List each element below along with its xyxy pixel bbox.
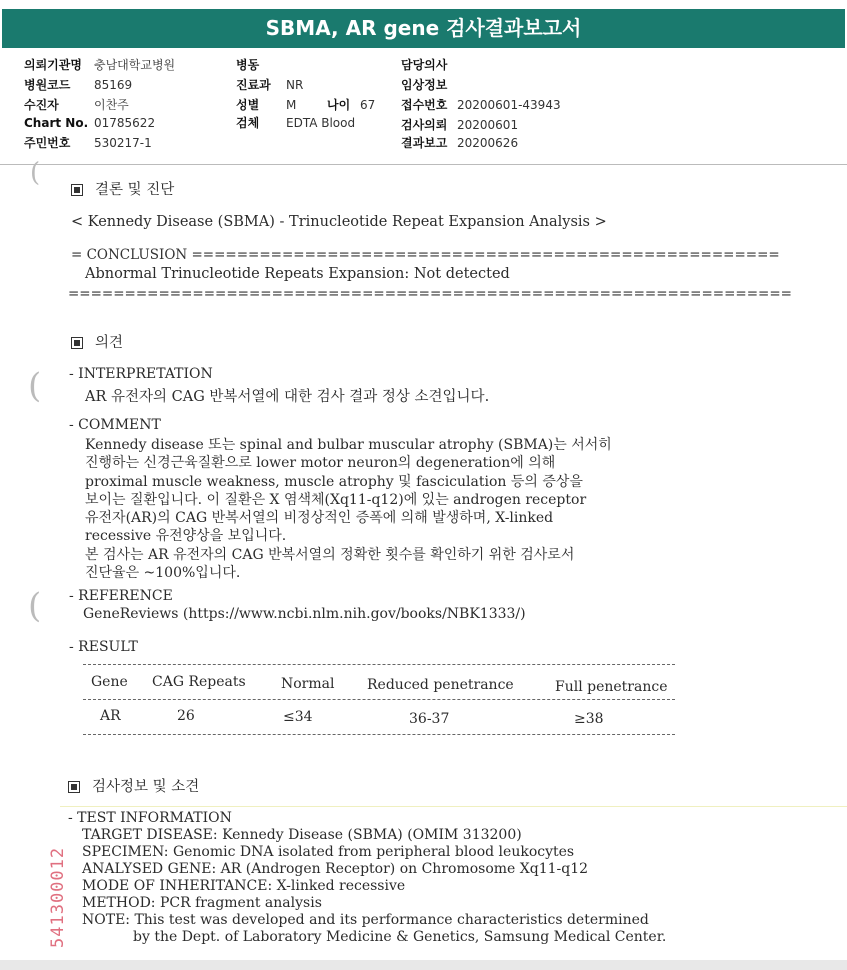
table-header-normal: Normal xyxy=(281,676,335,692)
field-attending-doctor: 담당의사 xyxy=(401,58,448,72)
section-heading-conclusion: 결론 및 진단 xyxy=(71,178,174,199)
table-cell-reduced: 36-37 xyxy=(409,711,450,727)
table-header-full: Full penetrance xyxy=(555,679,668,695)
test-info-block: - TEST INFORMATION TARGET DISEASE: Kennedy Disease (SBMA) (OMIM 313200) SPECIMEN: Genomic DNA isolated from peripheral blood leukocytes ANALYSED GENE: AR (Androgen Receptor) on Chromosome Xq11-q12 MODE OF INHERITANCE: X-linked recessive METHOD: PCR fragment analysis NOTE: This test was developed and its performance characteristics determined by the Dept. of Laboratory Medicine & Genetics, Samsung Medical Center. xyxy=(68,810,667,945)
report-title: SBMA, AR gene 검사결과보고서 xyxy=(2,9,845,48)
reference-text: GeneReviews (https://www.ncbi.nlm.nih.gov/books/NBK1333/) xyxy=(83,606,526,622)
section-bullet-icon xyxy=(68,781,80,793)
scan-line xyxy=(60,806,847,807)
field-receipt-number: 접수번호 20200601-43943 xyxy=(401,98,561,112)
table-divider xyxy=(83,664,675,665)
field-hospital-code: 병원코드 85169 xyxy=(24,78,133,92)
conclusion-text: Abnormal Trinucleotide Repeats Expansion: Not detected xyxy=(85,266,510,282)
section-bullet-icon xyxy=(71,184,83,196)
table-header-cag: CAG Repeats xyxy=(152,674,246,690)
table-header-gene: Gene xyxy=(91,674,128,690)
field-department: 진료과 NR xyxy=(236,78,304,92)
field-clinical-info: 임상정보 xyxy=(401,78,448,92)
table-divider xyxy=(83,734,675,735)
field-ward: 병동 xyxy=(236,58,260,72)
conclusion-divider: ================================================================ xyxy=(68,286,792,302)
interpretation-label: - INTERPRETATION xyxy=(69,366,213,382)
section-bullet-icon xyxy=(71,337,83,349)
field-request-date: 검사의뢰 20200601 xyxy=(401,118,519,132)
result-label: - RESULT xyxy=(69,639,138,655)
field-patient-name: 수진자 이찬주 xyxy=(24,98,129,112)
reference-label: - REFERENCE xyxy=(69,588,173,604)
scan-mark: ( xyxy=(30,158,41,188)
table-divider xyxy=(83,699,675,700)
section-heading-test-info: 검사정보 및 소견 xyxy=(68,775,199,796)
patient-info-header xyxy=(0,50,847,165)
table-cell-cag: 26 xyxy=(177,708,195,724)
scan-mark: ( xyxy=(28,586,42,626)
field-age: 나이 67 xyxy=(327,98,376,112)
comment-text: Kennedy disease 또는 spinal and bulbar muscular atrophy (SBMA)는 서서히 진행하는 신경근육질환으로 lower motor neuron의 degeneration에 의해 proximal muscle weakness, muscle atrophy 및 fasciculation 등의 증상을 보이는 질환입니다. 이 질환은 X 염색체(Xq11-q12)에 있는 androgen receptor 유전자(AR)의 CAG 반복서열의 비정상적인 증폭에 의해 발생하며, X-linked recessive 유전양상을 보입니다. 본 검사는 AR 유전자의 CAG 반복서열의 정확한 횟수를 확인하기 위한 검사로서 진단율은 ~100%입니다. xyxy=(85,437,612,582)
field-sex: 성별 M xyxy=(236,98,297,112)
table-cell-full: ≥38 xyxy=(574,711,604,727)
field-specimen: 검체 EDTA Blood xyxy=(236,116,356,130)
table-cell-normal: ≤34 xyxy=(283,709,313,725)
conclusion-label: = CONCLUSION ==================================================== xyxy=(71,247,780,263)
section-heading-opinion: 의견 xyxy=(71,331,123,352)
bottom-edge xyxy=(0,960,847,970)
field-chart-no: Chart No. 01785622 xyxy=(24,116,156,130)
field-report-date: 결과보고 20200626 xyxy=(401,136,519,150)
table-header-reduced: Reduced penetrance xyxy=(367,677,514,693)
scan-mark: ( xyxy=(28,366,42,406)
side-serial-number: 541300012 xyxy=(48,846,68,948)
analysis-title: < Kennedy Disease (SBMA) - Trinucleotide Repeat Expansion Analysis > xyxy=(71,214,607,230)
interpretation-text: AR 유전자의 CAG 반복서열에 대한 검사 결과 정상 소견입니다. xyxy=(85,389,490,405)
field-resident-number: 주민번호 530217-1 xyxy=(24,136,152,150)
table-cell-gene: AR xyxy=(100,708,121,724)
comment-label: - COMMENT xyxy=(69,417,161,433)
field-requesting-institution: 의뢰기관명 충남대학교병원 xyxy=(24,58,176,72)
